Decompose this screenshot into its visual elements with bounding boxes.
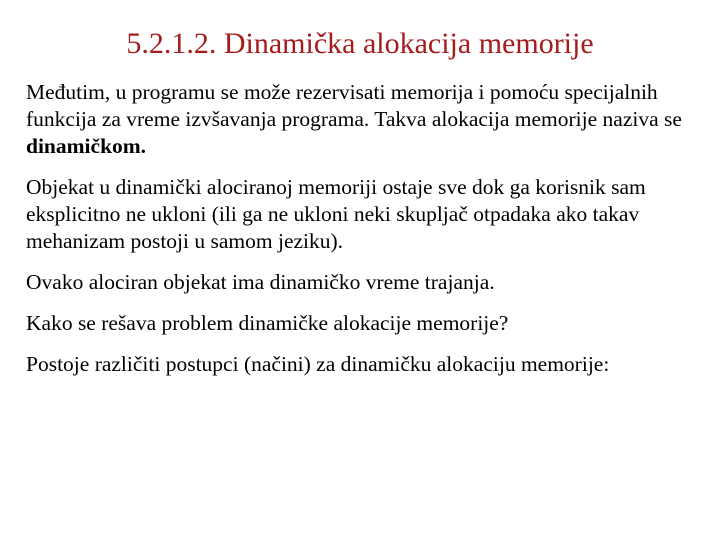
paragraph-dynamic-duration: Ovako alociran objekat ima dinamičko vreme trajanja. <box>26 270 495 294</box>
bold-term-dinamickom: dinamičkom. <box>26 134 147 158</box>
paragraph-dynamic-allocation-definition <box>26 79 706 160</box>
paragraph-object-lifetime: Objekat u dinamički alociranoj memoriji ostaje sve dok ga korisnik sam eksplicitno ne ukloni (ili ga ne ukloni neki skupljač otpadaka ako takav mehanizam postoji u samom jeziku). <box>26 175 646 253</box>
paragraph-approaches: Postoje različiti postupci (načini) za dinamičku alokaciju memorije: <box>26 352 610 376</box>
paragraph-text: Međutim, u programu se može rezervisati memorija i pomoću specijalnih funkcija za vreme izvšavanja programa. Takva alokacija memorije naziva se <box>26 80 682 131</box>
slide-body <box>26 79 706 392</box>
paragraph-question: Kako se rešava problem dinamičke alokacije memorije? <box>26 311 509 335</box>
slide-title: 5.2.1.2. Dinamička alokacija memorije <box>126 27 594 60</box>
